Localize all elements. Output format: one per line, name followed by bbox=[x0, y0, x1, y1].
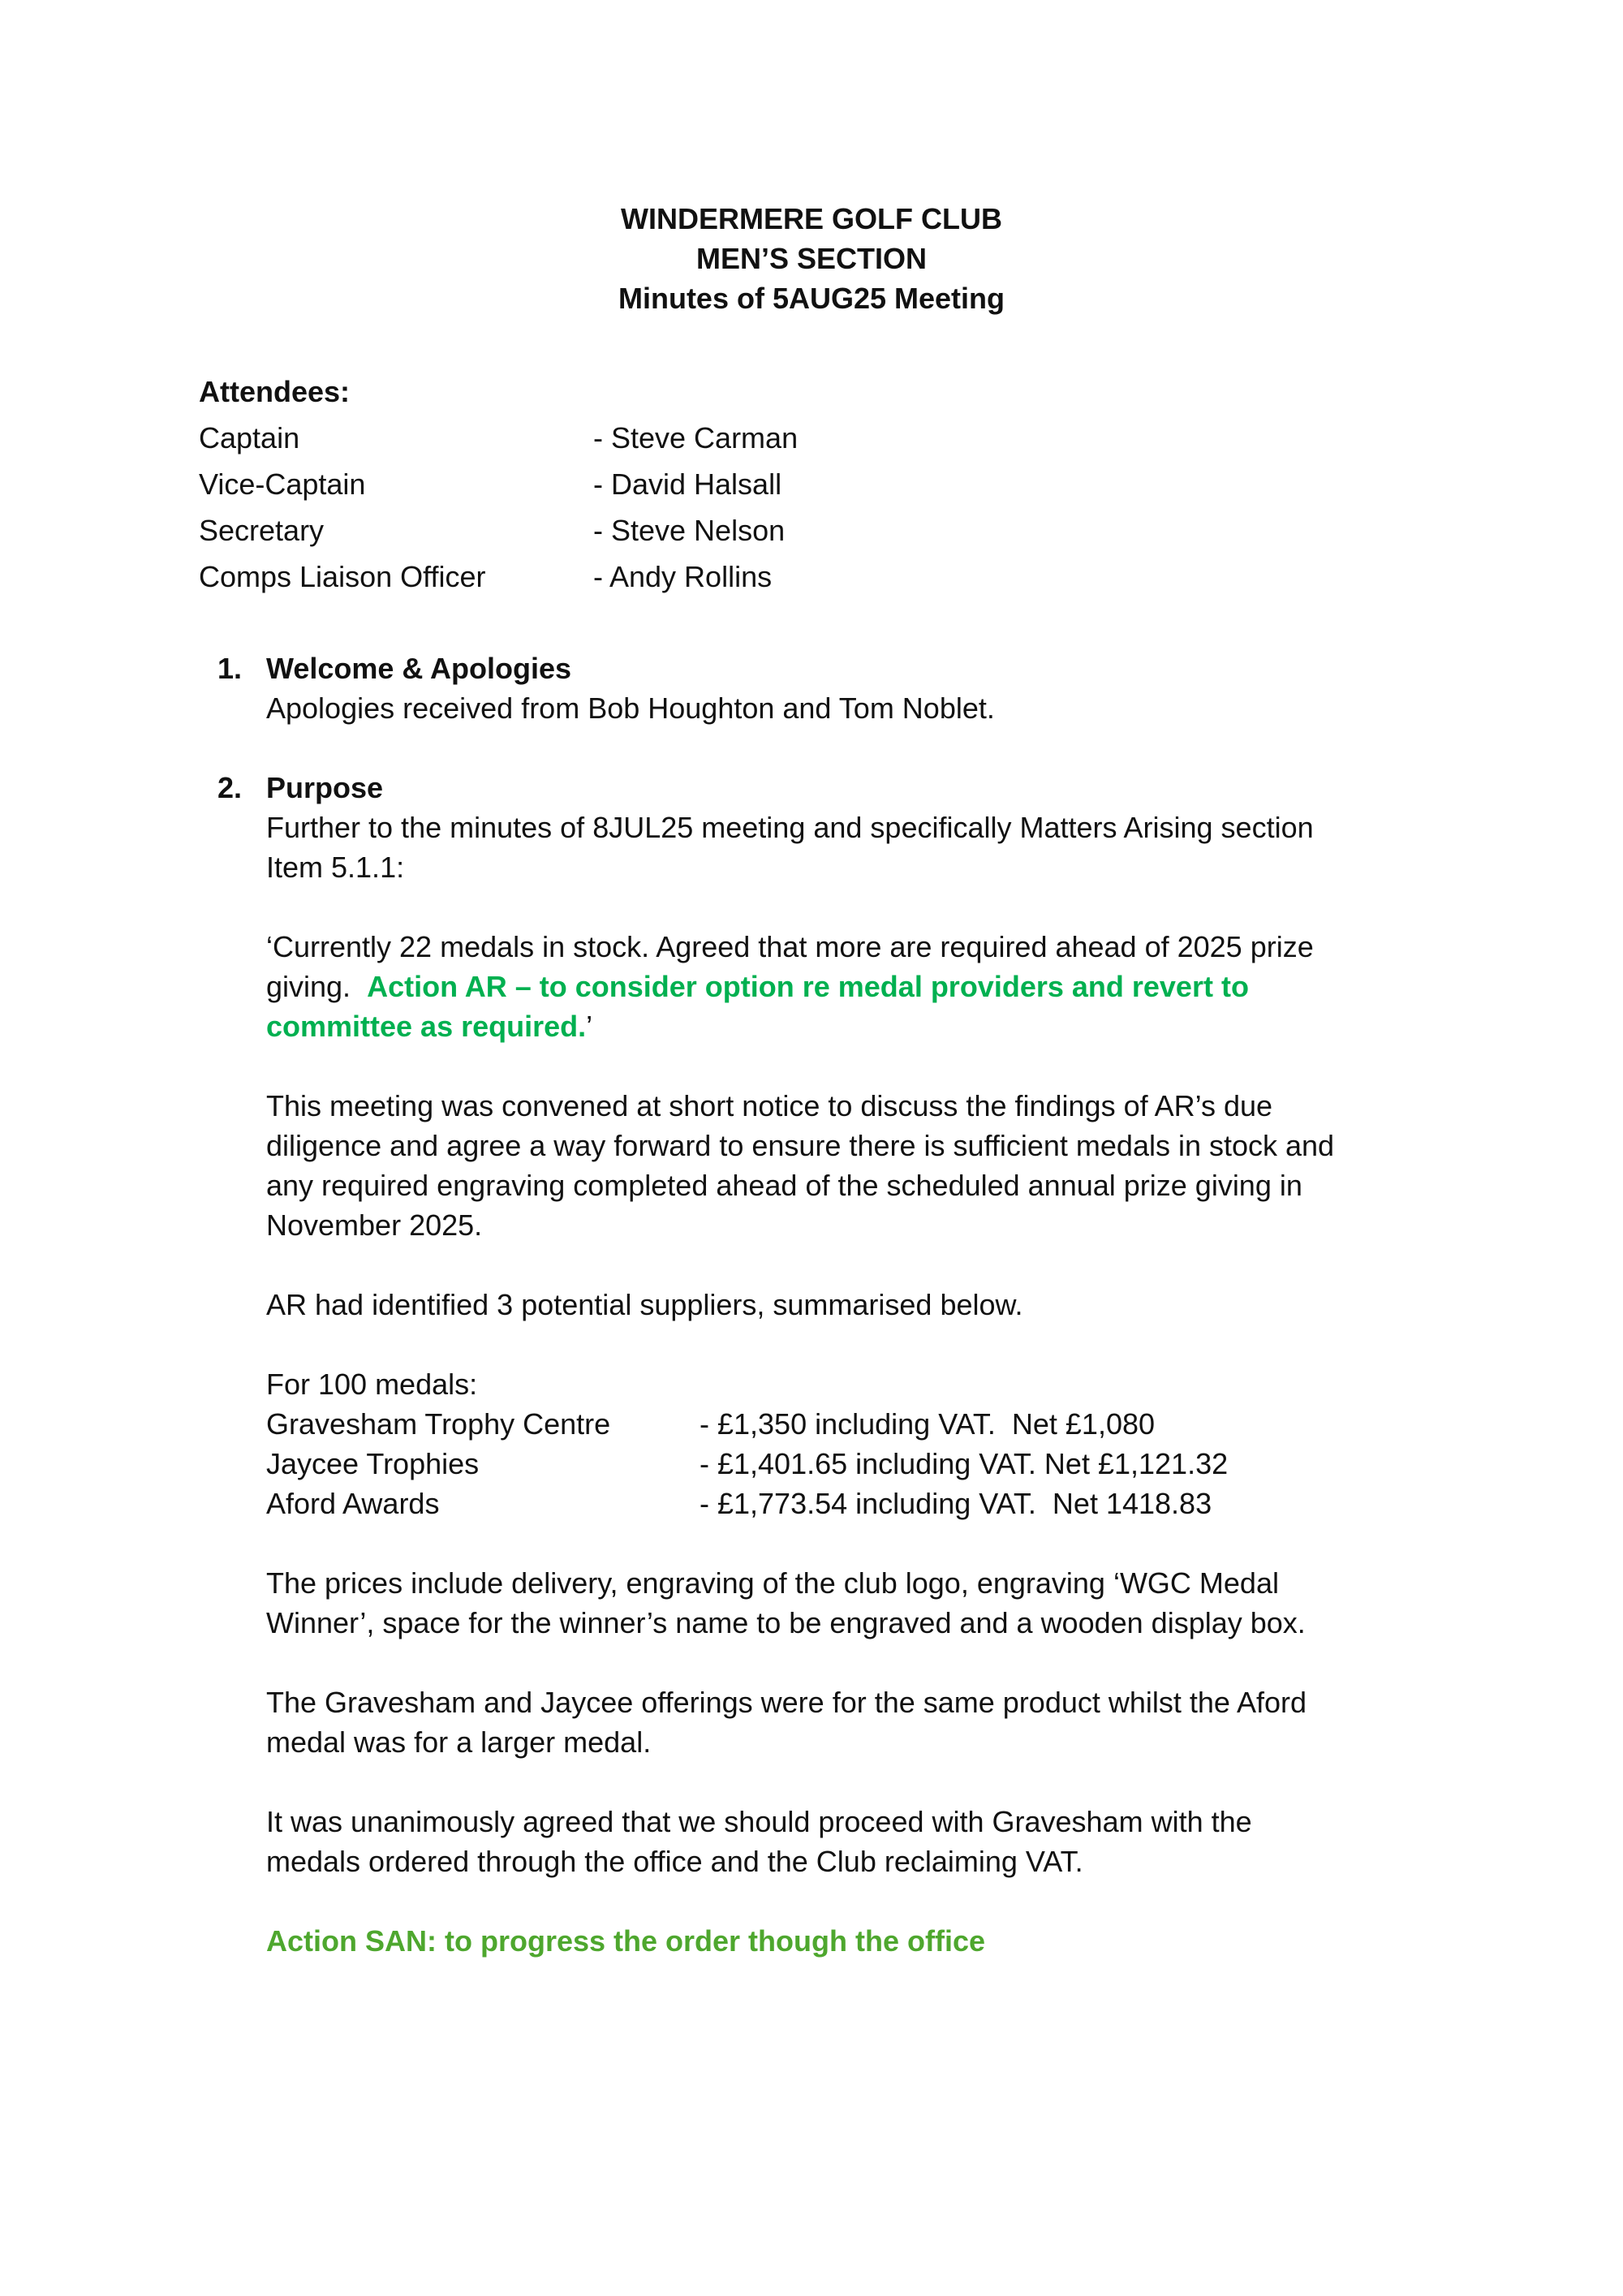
action-ar-text-continued: committee as required. bbox=[266, 1010, 587, 1043]
item-number: 2. bbox=[217, 771, 243, 804]
supplier-row bbox=[266, 1444, 1451, 1484]
supplier-name: Gravesham Trophy Centre bbox=[266, 1407, 611, 1441]
item-welcome-apologies bbox=[217, 648, 1451, 728]
text-line: ‘Currently 22 medals in stock. Agreed that more are required ahead of 2025 prize bbox=[266, 930, 1314, 963]
item-heading-row bbox=[217, 648, 1451, 688]
attendee-role: Captain bbox=[199, 421, 300, 454]
suppliers-intro: AR had identified 3 potential suppliers, summarised below. bbox=[266, 1288, 1023, 1321]
text-line: Item 5.1.1: bbox=[266, 851, 405, 884]
supplier-row bbox=[266, 1404, 1451, 1444]
supplier-row bbox=[266, 1484, 1451, 1523]
supplier-name: Jaycee Trophies bbox=[266, 1447, 480, 1480]
item-heading: Purpose bbox=[266, 771, 384, 804]
convened-paragraph bbox=[266, 1086, 1451, 1245]
club-name: WINDERMERE GOLF CLUB bbox=[621, 202, 1002, 235]
supplier-name: Aford Awards bbox=[266, 1487, 440, 1520]
attendee-row bbox=[199, 557, 1416, 603]
prices-paragraph bbox=[266, 1563, 1451, 1643]
agreement-paragraph bbox=[266, 1802, 1451, 1881]
attendee-role: Vice-Captain bbox=[199, 467, 366, 501]
action-ar-text: Action AR – to consider option re medal providers and revert to bbox=[367, 970, 1249, 1003]
attendee-row bbox=[199, 510, 1416, 557]
text-line: medals ordered through the office and the Club reclaiming VAT. bbox=[266, 1845, 1083, 1878]
supplier-price: - £1,401.65 including VAT. Net £1,121.32 bbox=[700, 1447, 1229, 1480]
text-line bbox=[266, 967, 1451, 1006]
action-san-text: Action SAN: to progress the order though the office bbox=[266, 1924, 986, 1958]
item-body bbox=[266, 808, 1451, 1961]
suppliers-table bbox=[266, 1364, 1451, 1523]
text-line: any required engraving completed ahead of the scheduled annual prize giving in bbox=[266, 1169, 1302, 1202]
supplier-price: - £1,773.54 including VAT. Net 1418.83 bbox=[700, 1487, 1212, 1520]
item-heading: Welcome & Apologies bbox=[266, 652, 572, 685]
text-line: diligence and agree a way forward to ensure there is sufficient medals in stock and bbox=[266, 1129, 1335, 1162]
text-line: This meeting was convened at short notice to discuss the findings of AR’s due bbox=[266, 1089, 1273, 1122]
text-line bbox=[266, 1006, 1451, 1046]
minutes-title: Minutes of 5AUG25 Meeting bbox=[618, 282, 1005, 315]
item-heading-row bbox=[217, 768, 1451, 808]
attendee-name: - Steve Nelson bbox=[593, 514, 786, 547]
item-number: 1. bbox=[217, 652, 243, 685]
quote-text: giving. bbox=[266, 970, 368, 1003]
attendee-row bbox=[199, 418, 1416, 464]
attendees-section bbox=[199, 372, 1416, 603]
item-purpose bbox=[217, 768, 1451, 1961]
text-line: November 2025. bbox=[266, 1208, 483, 1242]
attendees-heading: Attendees: bbox=[199, 375, 351, 408]
attendee-row bbox=[199, 464, 1416, 510]
closing-quote: ’ bbox=[586, 1010, 593, 1043]
document-title-block bbox=[0, 199, 1623, 318]
attendee-name: - David Halsall bbox=[593, 467, 782, 501]
apologies-text: Apologies received from Bob Houghton and Tom Noblet. bbox=[266, 691, 995, 725]
section-name: MEN’S SECTION bbox=[695, 242, 928, 275]
attendee-role: Secretary bbox=[199, 514, 325, 547]
attendee-role: Comps Liaison Officer bbox=[199, 560, 486, 593]
purpose-intro bbox=[266, 808, 1451, 887]
text-line: The Gravesham and Jaycee offerings were for the same product whilst the Aford bbox=[266, 1686, 1307, 1719]
offerings-paragraph bbox=[266, 1682, 1451, 1762]
text-line: medal was for a larger medal. bbox=[266, 1725, 652, 1759]
quoted-minutes bbox=[266, 927, 1451, 1046]
text-line: Winner’, space for the winner’s name to be engraved and a wooden display box. bbox=[266, 1606, 1306, 1639]
attendee-name: - Steve Carman bbox=[593, 421, 799, 454]
text-line: The prices include delivery, engraving of the club logo, engraving ‘WGC Medal bbox=[266, 1566, 1279, 1600]
text-line: Further to the minutes of 8JUL25 meeting and specifically Matters Arising section bbox=[266, 811, 1314, 844]
item-body bbox=[266, 688, 1451, 728]
text-line: It was unanimously agreed that we should proceed with Gravesham with the bbox=[266, 1805, 1252, 1838]
attendee-name: - Andy Rollins bbox=[593, 560, 773, 593]
supplier-price: - £1,350 including VAT. Net £1,080 bbox=[700, 1407, 1156, 1441]
suppliers-heading: For 100 medals: bbox=[266, 1368, 478, 1401]
